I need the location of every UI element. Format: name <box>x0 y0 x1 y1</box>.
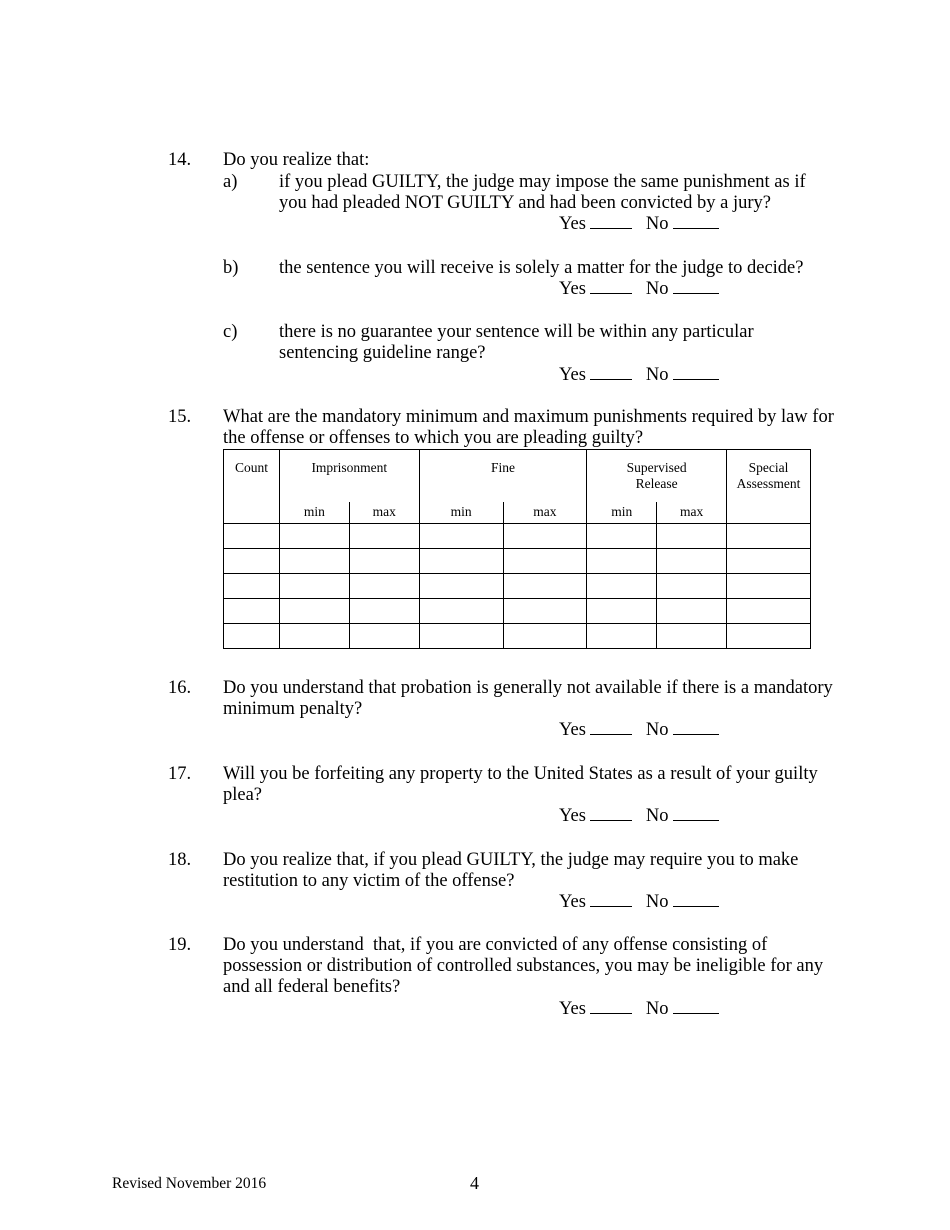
q18-answer <box>559 892 719 913</box>
q15-line2: the offense or offenses to which you are pleading guilty? <box>223 428 644 448</box>
q19-number: 19. <box>168 935 192 955</box>
page-number: 4 <box>470 1173 479 1193</box>
q14b-answer <box>559 279 719 300</box>
q14c-line1: there is no guarantee your sentence will be within any particular <box>279 322 754 342</box>
table-cell[interactable] <box>587 624 657 649</box>
q19-line1: Do you understand that, if you are convicted of any offense consisting of <box>223 935 768 955</box>
yes-label: Yes <box>559 279 586 299</box>
yes-blank[interactable] <box>590 279 632 294</box>
yes-blank[interactable] <box>590 892 632 907</box>
table-cell[interactable] <box>587 524 657 549</box>
punishment-table <box>223 449 811 649</box>
yes-blank[interactable] <box>590 214 632 229</box>
table-cell[interactable] <box>503 624 587 649</box>
q17-number: 17. <box>168 764 192 784</box>
q19-line3: and all federal benefits? <box>223 977 401 997</box>
no-blank[interactable] <box>673 999 719 1014</box>
table-cell[interactable] <box>727 549 811 574</box>
table-cell[interactable] <box>349 549 419 574</box>
table-cell[interactable] <box>587 599 657 624</box>
no-label: No <box>645 214 669 234</box>
fine-min-header: min <box>419 502 503 524</box>
q14c-answer <box>559 365 719 386</box>
special-line1: Special <box>748 460 789 475</box>
supervised-line2: Release <box>635 476 678 491</box>
q14a-label: a) <box>223 172 238 192</box>
table-cell[interactable] <box>503 524 587 549</box>
q14-number: 14. <box>168 150 192 170</box>
table-cell[interactable] <box>727 524 811 549</box>
header-supervised-release <box>587 450 727 502</box>
no-blank[interactable] <box>673 806 719 821</box>
q15-line1: What are the mandatory minimum and maximum punishments required by law for <box>223 407 834 427</box>
header-fine: Fine <box>419 450 587 502</box>
table-row <box>224 549 811 574</box>
no-blank[interactable] <box>673 720 719 735</box>
q14c-line2: sentencing guideline range? <box>279 343 486 363</box>
table-cell[interactable] <box>657 524 727 549</box>
table-cell[interactable] <box>279 624 349 649</box>
table-cell[interactable] <box>587 574 657 599</box>
table-cell[interactable] <box>587 549 657 574</box>
no-blank[interactable] <box>673 214 719 229</box>
table-row <box>224 599 811 624</box>
table-cell[interactable] <box>503 599 587 624</box>
table-cell[interactable] <box>224 574 280 599</box>
table-row <box>224 624 811 649</box>
q14a-answer <box>559 214 719 235</box>
no-label: No <box>645 365 669 385</box>
table-cell[interactable] <box>657 599 727 624</box>
q14-text: Do you realize that: <box>223 150 370 170</box>
table-cell[interactable] <box>224 599 280 624</box>
q19-line2: possession or distribution of controlled substances, you may be ineligible for any <box>223 956 824 976</box>
table-cell[interactable] <box>419 524 503 549</box>
table-cell[interactable] <box>657 624 727 649</box>
yes-blank[interactable] <box>590 365 632 380</box>
no-label: No <box>645 806 669 826</box>
q19-answer <box>559 999 719 1020</box>
table-cell[interactable] <box>279 599 349 624</box>
no-label: No <box>645 279 669 299</box>
table-cell[interactable] <box>419 599 503 624</box>
table-cell[interactable] <box>349 599 419 624</box>
no-blank[interactable] <box>673 892 719 907</box>
q14b-label: b) <box>223 258 239 278</box>
supervised-min-header: min <box>587 502 657 524</box>
q15-number: 15. <box>168 407 192 427</box>
no-blank[interactable] <box>673 279 719 294</box>
q14a-line1: if you plead GUILTY, the judge may impose the same punishment as if <box>279 172 806 192</box>
supervised-line1: Supervised <box>626 460 687 475</box>
header-count: Count <box>224 450 280 524</box>
yes-label: Yes <box>559 892 586 912</box>
table-cell[interactable] <box>503 574 587 599</box>
yes-blank[interactable] <box>590 999 632 1014</box>
table-cell[interactable] <box>727 599 811 624</box>
imprisonment-max-header: max <box>349 502 419 524</box>
table-cell[interactable] <box>279 574 349 599</box>
q18-number: 18. <box>168 850 192 870</box>
header-special-assessment <box>727 450 811 524</box>
no-label: No <box>645 720 669 740</box>
q14c-label: c) <box>223 322 238 342</box>
q14b-line1: the sentence you will receive is solely a matter for the judge to decide? <box>279 258 804 278</box>
q17-line2: plea? <box>223 785 263 805</box>
table-cell[interactable] <box>224 549 280 574</box>
table-row <box>224 574 811 599</box>
table-cell[interactable] <box>657 574 727 599</box>
table-cell[interactable] <box>349 524 419 549</box>
no-blank[interactable] <box>673 365 719 380</box>
table-cell[interactable] <box>279 524 349 549</box>
q18-line2: restitution to any victim of the offense? <box>223 871 515 891</box>
q17-answer <box>559 806 719 827</box>
table-cell[interactable] <box>503 549 587 574</box>
no-label: No <box>645 892 669 912</box>
header-imprisonment: Imprisonment <box>279 450 419 502</box>
yes-label: Yes <box>559 720 586 740</box>
q16-line2: minimum penalty? <box>223 699 363 719</box>
q18-line1: Do you realize that, if you plead GUILTY, the judge may require you to make <box>223 850 799 870</box>
q14a-line2: you had pleaded NOT GUILTY and had been convicted by a jury? <box>279 193 771 213</box>
yes-label: Yes <box>559 806 586 826</box>
table-cell[interactable] <box>224 624 280 649</box>
table-cell[interactable] <box>224 524 280 549</box>
q17-line1: Will you be forfeiting any property to the United States as a result of your guilty <box>223 764 818 784</box>
imprisonment-min-header: min <box>279 502 349 524</box>
q16-answer <box>559 720 719 741</box>
table-cell[interactable] <box>727 574 811 599</box>
table-cell[interactable] <box>349 574 419 599</box>
q16-number: 16. <box>168 678 192 698</box>
yes-label: Yes <box>559 999 586 1019</box>
revised-date: Revised November 2016 <box>112 1175 267 1192</box>
table-cell[interactable] <box>727 624 811 649</box>
yes-blank[interactable] <box>590 720 632 735</box>
yes-label: Yes <box>559 365 586 385</box>
special-line2: Assessment <box>736 476 801 491</box>
table-row <box>224 524 811 549</box>
table-cell[interactable] <box>279 549 349 574</box>
table-cell[interactable] <box>419 574 503 599</box>
table-cell[interactable] <box>419 549 503 574</box>
fine-max-header: max <box>503 502 587 524</box>
supervised-max-header: max <box>657 502 727 524</box>
yes-blank[interactable] <box>590 806 632 821</box>
q16-line1: Do you understand that probation is generally not available if there is a mandatory <box>223 678 833 698</box>
table-cell[interactable] <box>419 624 503 649</box>
table-cell[interactable] <box>657 549 727 574</box>
yes-label: Yes <box>559 214 586 234</box>
table-cell[interactable] <box>349 624 419 649</box>
no-label: No <box>645 999 669 1019</box>
